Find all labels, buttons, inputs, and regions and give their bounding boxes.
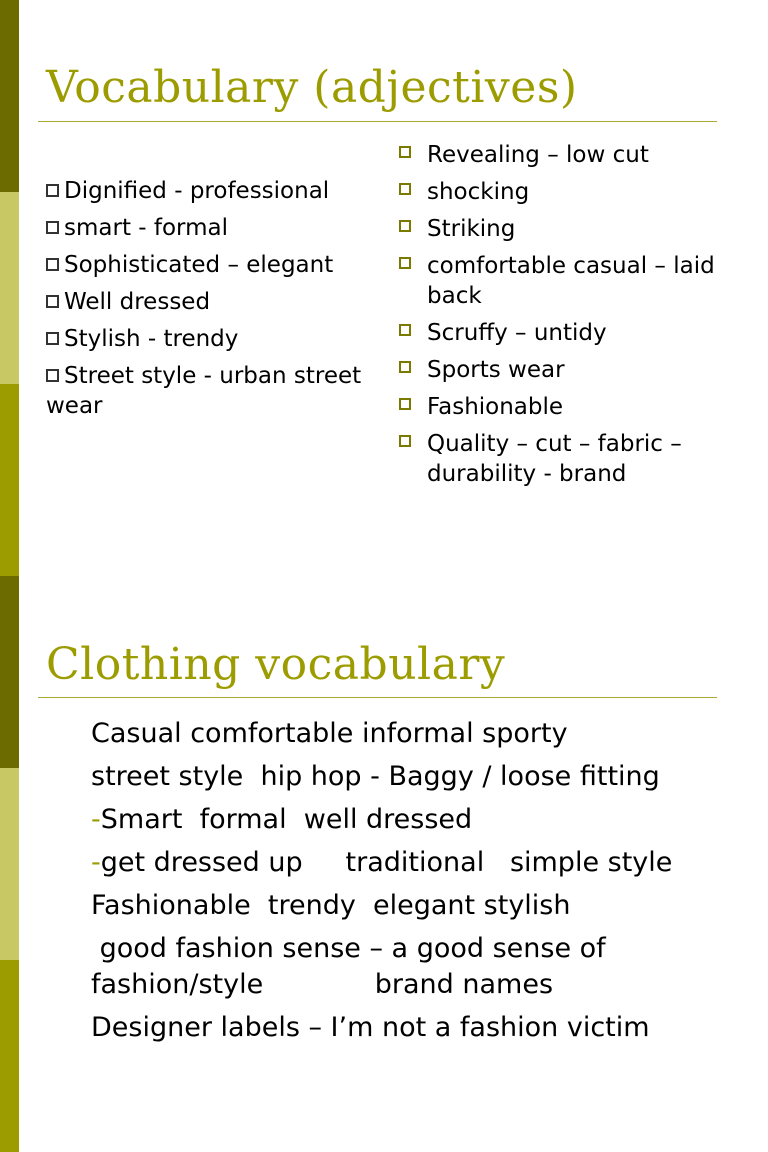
square-bullet-icon [399, 146, 411, 158]
list-item: Dignified - professional [46, 176, 386, 206]
text-line: street style hip hop - Baggy / loose fitting [91, 761, 660, 792]
dash-marker: - [91, 804, 101, 835]
square-bullet-icon [46, 295, 59, 308]
square-bullet-icon [399, 220, 411, 232]
right-bullet-list [399, 140, 739, 496]
list-item: shocking [399, 177, 739, 207]
list-item: Scruffy – untidy [399, 318, 739, 348]
text-line: fashion/style brand names [91, 969, 554, 1000]
square-bullet-icon [399, 324, 411, 336]
slide-title: Clothing vocabulary [46, 639, 506, 690]
square-bullet-icon [46, 258, 59, 271]
dash-marker: - [91, 847, 101, 878]
list-item: Striking [399, 214, 739, 244]
text-line: Casual comfortable informal sporty [91, 718, 568, 749]
list-item: Fashionable [399, 392, 739, 422]
square-bullet-icon [46, 332, 59, 345]
list-item: Sophisticated – elegant [46, 250, 386, 280]
square-bullet-icon [46, 221, 59, 234]
square-bullet-icon [399, 435, 411, 447]
text-line: -get dressed up traditional simple style [91, 847, 673, 878]
square-bullet-icon [399, 183, 411, 195]
square-bullet-icon [46, 184, 59, 197]
slide-title: Vocabulary (adjectives) [46, 62, 578, 113]
vocabulary-lines [91, 716, 751, 1053]
list-item: Well dressed [46, 287, 386, 317]
list-item: Revealing – low cut [399, 140, 739, 170]
text-line: Fashionable trendy elegant stylish [91, 890, 571, 921]
text-line: -Smart formal well dressed [91, 804, 473, 835]
title-divider [38, 121, 717, 122]
list-item: smart - formal [46, 213, 386, 243]
list-item: Sports wear [399, 355, 739, 385]
square-bullet-icon [399, 257, 411, 269]
list-item: Quality – cut – fabric – durability - brand [399, 429, 739, 489]
text-line: Designer labels – I’m not a fashion victim [91, 1012, 650, 1043]
slide-clothing-vocabulary [0, 576, 768, 1043]
list-item: Street style - urban street wear [46, 363, 362, 419]
square-bullet-icon [399, 361, 411, 373]
list-item: Stylish - trendy [46, 324, 386, 354]
square-bullet-icon [399, 398, 411, 410]
left-bullet-list [46, 176, 386, 428]
square-bullet-icon [46, 369, 59, 382]
title-divider [38, 697, 717, 698]
list-item: comfortable casual – laid back [399, 251, 739, 311]
text-line: good fashion sense – a good sense of [91, 933, 606, 964]
